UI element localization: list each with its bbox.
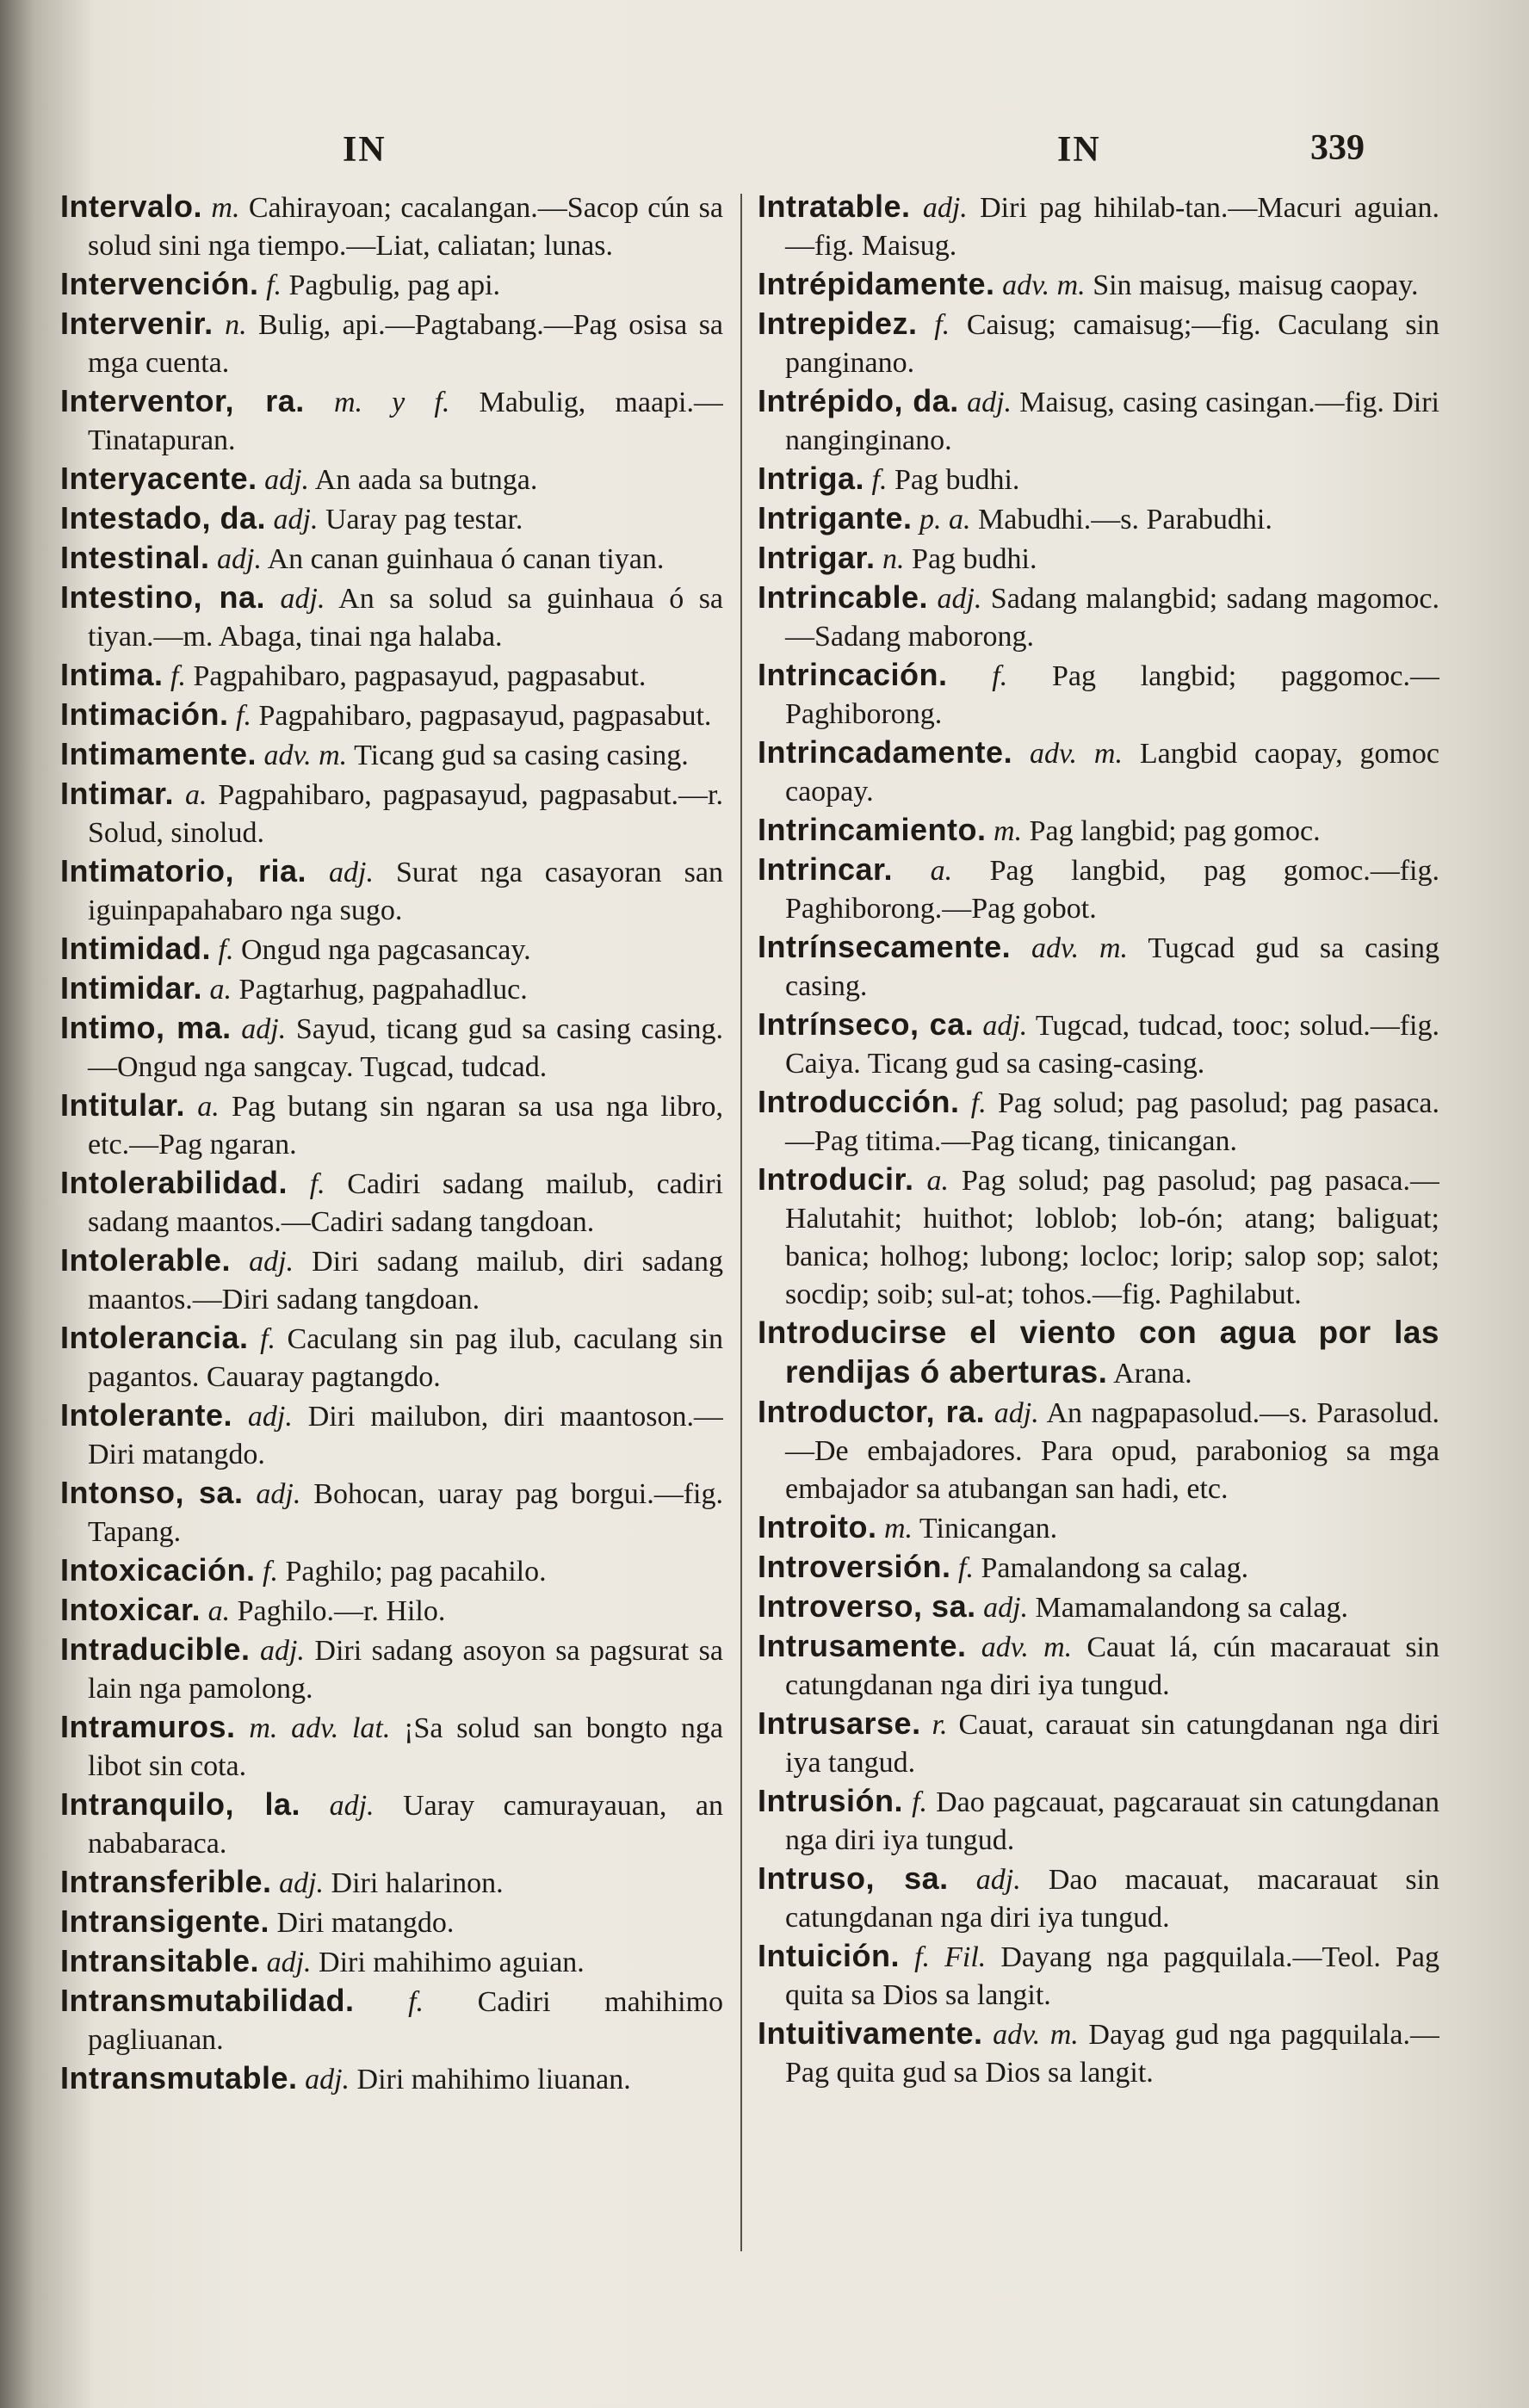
entry-grammar: a. (197, 1091, 220, 1123)
dictionary-entry (60, 1009, 723, 1086)
entry-definition: Ticang gud sa casing casing. (354, 740, 689, 771)
entry-definition: ¡Sa solud san bongto nga libot sin cota. (88, 1712, 723, 1782)
entry-grammar: f. (970, 1087, 987, 1119)
entry-definition: Pag langbid; paggomoc.—Paghiborong. (785, 660, 1439, 730)
dictionary-entry (60, 305, 723, 382)
entry-definition: Pagtarhug, pagpahadluc. (238, 974, 528, 1006)
entry-headword: Intervención. (60, 266, 259, 301)
entry-definition: Ongud nga pagcasancay. (240, 934, 531, 966)
entry-definition: Pag butang sin ngaran sa usa nga libro, etc.—Pag ngaran. (88, 1091, 723, 1161)
entry-grammar: a. (926, 1165, 949, 1197)
entry-grammar: adj. (266, 1947, 312, 1978)
dictionary-entry (758, 305, 1439, 382)
entry-grammar: a. (930, 855, 953, 887)
entry-headword: Intramuros. (60, 1709, 236, 1744)
dictionary-entry (758, 734, 1439, 811)
entry-headword: Intranquilo, la. (60, 1786, 301, 1822)
entry-headword: Intervenir. (60, 306, 214, 341)
entry-grammar: adj. (975, 1864, 1021, 1896)
dictionary-entry (60, 188, 723, 265)
entry-definition: An canan guinhaua ó canan tiyan. (267, 543, 665, 575)
entry-headword: Intransitable. (60, 1943, 260, 1978)
entry-grammar: adj. (983, 1592, 1029, 1624)
entry-definition: Tugcad, tudcad, tooc; solud.—fig. Caiya. Ticang gud sa casing-casing. (785, 1010, 1439, 1080)
entry-definition: Uaray camurayauan, an nababaraca. (88, 1790, 723, 1860)
dictionary-entry (60, 265, 723, 305)
entry-definition: Diri sadang mailub, diri sadang maantos.—Diri sadang tangdoan. (88, 1246, 723, 1315)
left-running-head: IN (343, 130, 387, 170)
entry-grammar: adj. (249, 1246, 294, 1278)
dictionary-entry (60, 735, 723, 775)
entry-grammar: adj. (259, 1635, 305, 1667)
dictionary-entry (60, 930, 723, 969)
entry-grammar: m. (211, 192, 240, 224)
entry-definition: Bulig, api.—Pagtabang.—Pag osisa sa mga cuenta. (88, 309, 723, 379)
entry-definition: Pag solud; pag pasolud; pag pasaca.—Pag titima.—Pag ticang, tinicangan. (785, 1087, 1439, 1157)
dictionary-entry (60, 2059, 723, 2099)
entry-headword: Intestino, na. (60, 579, 266, 615)
entry-definition: Diri sadang asoyon sa pagsurat sa lain nga pamolong. (88, 1635, 723, 1705)
entry-headword: Interyacente. (60, 461, 257, 496)
dictionary-entry (60, 1863, 723, 1903)
entry-definition: Cadiri sadang mailub, cadiri sadang maantos.—Cadiri sadang tangdoan. (88, 1168, 723, 1238)
entry-headword: Intrépido, da. (758, 383, 959, 418)
entry-grammar: f. (992, 660, 1008, 692)
entry-grammar: adj. (305, 2064, 350, 2095)
entry-definition: Dao pagcauat, pagcarauat sin catungdanan nga diri iya tungud. (785, 1786, 1439, 1856)
entry-grammar: m. (883, 1513, 913, 1544)
entry-definition: Pag solud; pag pasolud; pag pasaca.—Halutahit; huithot; loblob; lob-ón; atang; baliguat; banica; holhog; lubong; locloc; lorip; salop sop; salot; socdip; soib; sul-at; tohos.—fig. Paghilabut. (785, 1165, 1439, 1310)
entry-grammar: m. adv. lat. (249, 1712, 391, 1744)
entry-headword: Introito. (758, 1509, 877, 1544)
entry-headword: Intitular. (60, 1087, 186, 1123)
entry-grammar: adj. (280, 583, 325, 615)
entry-grammar: adj. (247, 1401, 293, 1433)
entry-definition: Caculang sin pag ilub, caculang sin pagantos. Cauaray pagtangdo. (88, 1323, 723, 1393)
entry-definition: Sin maisug, maisug caopay. (1093, 269, 1419, 301)
dictionary-entry (60, 1982, 723, 2059)
entry-definition: An aada sa butnga. (314, 464, 538, 496)
entry-grammar: adj. (256, 1478, 301, 1510)
dictionary-entry (758, 188, 1439, 265)
entry-headword: Intransigente. (60, 1903, 270, 1939)
entry-grammar: f. (263, 1556, 278, 1588)
entry-definition: Cauat lá, cún macarauat sin catungdanan nga diri iya tungud. (785, 1631, 1439, 1701)
entry-grammar: adv. m. (981, 1631, 1073, 1663)
entry-headword: Intonso, sa. (60, 1475, 244, 1510)
dictionary-entry (758, 499, 1439, 539)
entry-headword: Intolerabilidad. (60, 1165, 288, 1200)
entry-grammar: m. (994, 815, 1023, 847)
entry-grammar: f. (958, 1552, 974, 1584)
entry-grammar: f. (309, 1168, 325, 1200)
dictionary-entry (758, 1627, 1439, 1705)
entry-headword: Intolerable. (60, 1242, 232, 1278)
entry-grammar: f. (934, 309, 950, 341)
entry-definition: Mabudhi.—s. Parabudhi. (978, 504, 1272, 535)
entry-grammar: adj. (329, 1790, 375, 1822)
entry-grammar: adv. m. (1029, 738, 1123, 770)
dictionary-entry (758, 2015, 1439, 2092)
entry-definition: Pagpahibaro, pagpasayud, pagpasabut. (193, 660, 647, 692)
dictionary-entry (60, 1086, 723, 1164)
dictionary-entry (758, 1314, 1439, 1393)
dictionary-entry (758, 265, 1439, 305)
left-column (60, 188, 723, 2099)
dictionary-entry (60, 579, 723, 656)
dictionary-entry (60, 1241, 723, 1319)
entry-grammar: adj. (967, 387, 1012, 418)
entry-headword: Intuitivamente. (758, 2015, 983, 2051)
entry-grammar: p. a. (919, 504, 971, 535)
entry-headword: Intransmutabilidad. (60, 1983, 355, 2018)
dictionary-entry (60, 1708, 723, 1786)
entry-grammar: adj. (241, 1013, 287, 1045)
entry-headword: Intestado, da. (60, 500, 267, 535)
entry-definition: Cauat, carauat sin catungdanan nga diri iya tangud. (785, 1709, 1439, 1779)
right-column (758, 188, 1439, 2092)
entry-headword: Intimamente. (60, 736, 257, 771)
dictionary-entry (60, 969, 723, 1009)
entry-headword: Intrincación. (758, 657, 948, 692)
entry-grammar: f. (266, 269, 282, 301)
dictionary-entry (758, 1937, 1439, 2015)
dictionary-entry (758, 1860, 1439, 1937)
dictionary-entry (758, 656, 1439, 734)
entry-grammar: adv. m. (1002, 269, 1086, 301)
entry-definition: Pag budhi. (894, 464, 1020, 496)
entry-headword: Intrincable. (758, 579, 929, 615)
entry-headword: Intransferible. (60, 1864, 272, 1899)
entry-headword: Intimo, ma. (60, 1010, 232, 1045)
dictionary-entry (758, 1588, 1439, 1627)
dictionary-entry (758, 539, 1439, 579)
entry-grammar: adj. (994, 1397, 1039, 1429)
entry-headword: Intuición. (758, 1938, 900, 1973)
entry-headword: Intruso, sa. (758, 1860, 949, 1896)
dictionary-entry (758, 1083, 1439, 1161)
entry-headword: Intrigante. (758, 500, 913, 535)
entry-grammar: f. (260, 1323, 276, 1355)
entry-headword: Intoxicación. (60, 1552, 256, 1588)
dictionary-entry (60, 1631, 723, 1708)
entry-definition: Diri halarinon. (331, 1867, 504, 1899)
entry-definition: Dao macauat, macarauat sin catungdanan nga diri iya tungud. (785, 1864, 1439, 1934)
entry-headword: Intimidar. (60, 970, 203, 1006)
entry-grammar: adv. m. (1031, 932, 1129, 964)
entry-grammar: adj. (329, 857, 374, 888)
entry-definition: Arana. (1113, 1358, 1192, 1390)
entry-definition: Paghilo; pag pacahilo. (285, 1556, 547, 1588)
dictionary-entry (60, 539, 723, 579)
entry-definition: Pagpahibaro, pagpasayud, pagpasabut. (258, 700, 712, 732)
dictionary-entry (758, 1782, 1439, 1860)
entry-definition: An sa solud sa guinhaua ó sa tiyan.—m. Abaga, tinai nga halaba. (88, 583, 723, 653)
right-running-head: IN (1057, 130, 1101, 170)
entry-headword: Intratable. (758, 189, 911, 224)
dictionary-entry (60, 382, 723, 460)
entry-headword: Intimidad. (60, 931, 211, 966)
dictionary-entry (60, 499, 723, 539)
entry-definition: Pamalandong sa calag. (981, 1552, 1249, 1584)
dictionary-entry (758, 811, 1439, 851)
dictionary-entry (758, 1006, 1439, 1083)
entry-headword: Intriga. (758, 461, 865, 496)
entry-definition: Pag budhi. (912, 543, 1037, 575)
entry-definition: Paghilo.—r. Hilo. (237, 1595, 446, 1627)
entry-headword: Intrínseco, ca. (758, 1006, 975, 1042)
entry-grammar: adj. (922, 192, 968, 224)
page-number: 339 (1310, 128, 1365, 168)
entry-headword: Intransmutable. (60, 2060, 298, 2095)
column-divider (740, 194, 742, 2251)
dictionary-entry (60, 1942, 723, 1982)
entry-definition: Diri mailubon, diri maantoson.—Diri matangdo. (88, 1401, 723, 1470)
entry-definition: Maisug, casing casingan.—fig. Diri nanginginano. (785, 387, 1439, 456)
entry-grammar: a. (207, 1595, 231, 1627)
entry-definition: Surat nga casayoran san iguinpapahabaro nga sugo. (88, 857, 723, 926)
entry-grammar: adj. (217, 543, 262, 575)
entry-definition: Cahirayoan; cacalangan.—Sacop cún sa solud sini nga tiempo.—Liat, caliatan; lunas. (88, 192, 723, 262)
entry-headword: Introducir. (758, 1161, 914, 1197)
entry-headword: Intolerante. (60, 1397, 233, 1433)
dictionary-entry (60, 1474, 723, 1551)
entry-definition: Tinicangan. (919, 1513, 1058, 1544)
entry-definition: Pagpahibaro, pagpasayud, pagpasabut.—r. Solud, sinolud. (88, 779, 723, 849)
dictionary-entry (758, 460, 1439, 499)
dictionary-entry (758, 579, 1439, 656)
entry-definition: Cadiri mahihimo pagliuanan. (88, 1986, 723, 2056)
dictionary-entry (60, 775, 723, 852)
entry-headword: Introductor, ra. (758, 1394, 986, 1429)
entry-definition: Bohocan, uaray pag borgui.—fig. Tapang. (88, 1478, 723, 1548)
entry-grammar: adj. (279, 1867, 325, 1899)
entry-definition: Caisug; camaisug;—fig. Caculang sin panginano. (785, 309, 1439, 379)
entry-grammar: adj. (264, 464, 310, 496)
entry-grammar: f. (912, 1786, 928, 1818)
entry-definition: Tugcad gud sa casing casing. (785, 932, 1439, 1002)
dictionary-entry (60, 1319, 723, 1396)
entry-headword: Intrusamente. (758, 1628, 967, 1663)
entry-definition: Diri pag hihilab-tan.—Macuri aguian.—fig. Maisug. (785, 192, 1439, 262)
entry-headword: Introducción. (758, 1084, 960, 1119)
entry-headword: Intimar. (60, 776, 175, 811)
entry-headword: Intrínsecamente. (758, 929, 1012, 964)
dictionary-entry (758, 1548, 1439, 1588)
entry-headword: Introversión. (758, 1549, 951, 1584)
dictionary-entry (758, 851, 1439, 928)
entry-headword: Intrigar. (758, 540, 876, 575)
dictionary-entry (60, 1396, 723, 1474)
entry-definition: Mabulig, maapi.—Tinatapuran. (88, 387, 723, 456)
dictionary-entry (60, 1551, 723, 1591)
entry-definition: Diri mahihimo liuanan. (356, 2064, 631, 2095)
entry-headword: Intrepidez. (758, 306, 918, 341)
dictionary-entry (758, 1393, 1439, 1508)
dictionary-entry (758, 1705, 1439, 1782)
entry-grammar: f. (408, 1986, 424, 2018)
entry-headword: Interventor, ra. (60, 383, 305, 418)
entry-grammar: a. (184, 779, 207, 811)
entry-definition: Mamamalandong sa calag. (1035, 1592, 1349, 1624)
dictionary-entry (758, 382, 1439, 460)
entry-headword: Intrusión. (758, 1783, 903, 1818)
entry-grammar: adv. m. (263, 740, 348, 771)
dictionary-entry (60, 696, 723, 735)
entry-headword: Intraducible. (60, 1631, 251, 1667)
dictionary-entry (60, 852, 723, 930)
entry-headword: Introducirse el viento con agua por las rendijas ó aberturas. (758, 1315, 1439, 1390)
entry-headword: Intimatorio, ria. (60, 853, 307, 888)
entry-grammar: f. (236, 700, 251, 732)
entry-definition: Uaray pag testar. (325, 504, 523, 535)
entry-grammar: adj. (273, 504, 319, 535)
dictionary-entry (758, 928, 1439, 1006)
dictionary-entry (758, 1508, 1439, 1548)
entry-headword: Intrincamiento. (758, 812, 987, 847)
entry-grammar: n. (225, 309, 247, 341)
entry-headword: Intervalo. (60, 189, 203, 224)
entry-grammar: a. (209, 974, 232, 1006)
entry-grammar: adv. m. (993, 2019, 1079, 2051)
dictionary-entry (60, 1164, 723, 1241)
entry-definition: Pag langbid, pag gomoc.—fig. Paghiborong.—Pag gobot. (785, 855, 1439, 925)
dictionary-entry (758, 1161, 1439, 1314)
entry-grammar: adj. (982, 1010, 1028, 1042)
entry-headword: Intoxicar. (60, 1592, 201, 1627)
dictionary-entry (60, 1903, 723, 1942)
entry-headword: Intolerancia. (60, 1320, 249, 1355)
dictionary-entry (60, 460, 723, 499)
entry-headword: Intrépidamente. (758, 266, 995, 301)
entry-grammar: adj. (937, 583, 982, 615)
entry-grammar: f. Fil. (914, 1941, 987, 1973)
entry-grammar: m. y f. (333, 387, 450, 418)
dictionary-entry (60, 656, 723, 696)
entry-grammar: r. (932, 1709, 948, 1741)
entry-grammar: f. (170, 660, 186, 692)
entry-grammar: f. (218, 934, 234, 966)
entry-definition: Langbid caopay, gomoc caopay. (785, 738, 1439, 808)
entry-grammar: n. (882, 543, 905, 575)
entry-definition: Pag langbid; pag gomoc. (1029, 815, 1321, 847)
entry-grammar: f. (871, 464, 888, 496)
entry-headword: Intrincar. (758, 851, 894, 887)
entry-headword: Intrincadamente. (758, 734, 1013, 770)
entry-definition: Sadang malangbid; sadang magomoc.—Sadang maborong. (785, 583, 1439, 653)
entry-headword: Intimación. (60, 696, 229, 732)
entry-definition: Pagbulig, pag api. (288, 269, 501, 301)
entry-headword: Intestinal. (60, 540, 210, 575)
dictionary-entry (60, 1786, 723, 1863)
entry-definition: Diri matangdo. (276, 1907, 455, 1939)
entry-headword: Intima. (60, 657, 164, 692)
entry-definition: An nagpapasolud.—s. Parasolud.—De embajadores. Para opud, paraboniog sa mga embajador sa atubangan san hadi, etc. (785, 1397, 1439, 1505)
dictionary-entry (60, 1591, 723, 1631)
entry-definition: Dayag gud nga pagquilala.—Pag quita gud sa Dios sa langit. (785, 2019, 1439, 2089)
entry-definition: Dayang nga pagquilala.—Teol. Pag quita sa Dios sa langit. (785, 1941, 1439, 2011)
entry-headword: Introverso, sa. (758, 1588, 976, 1624)
entry-definition: Diri mahihimo aguian. (319, 1947, 585, 1978)
entry-headword: Intrusarse. (758, 1705, 921, 1741)
entry-definition: Sayud, ticang gud sa casing casing.—Ongud nga sangcay. Tugcad, tudcad. (88, 1013, 723, 1083)
